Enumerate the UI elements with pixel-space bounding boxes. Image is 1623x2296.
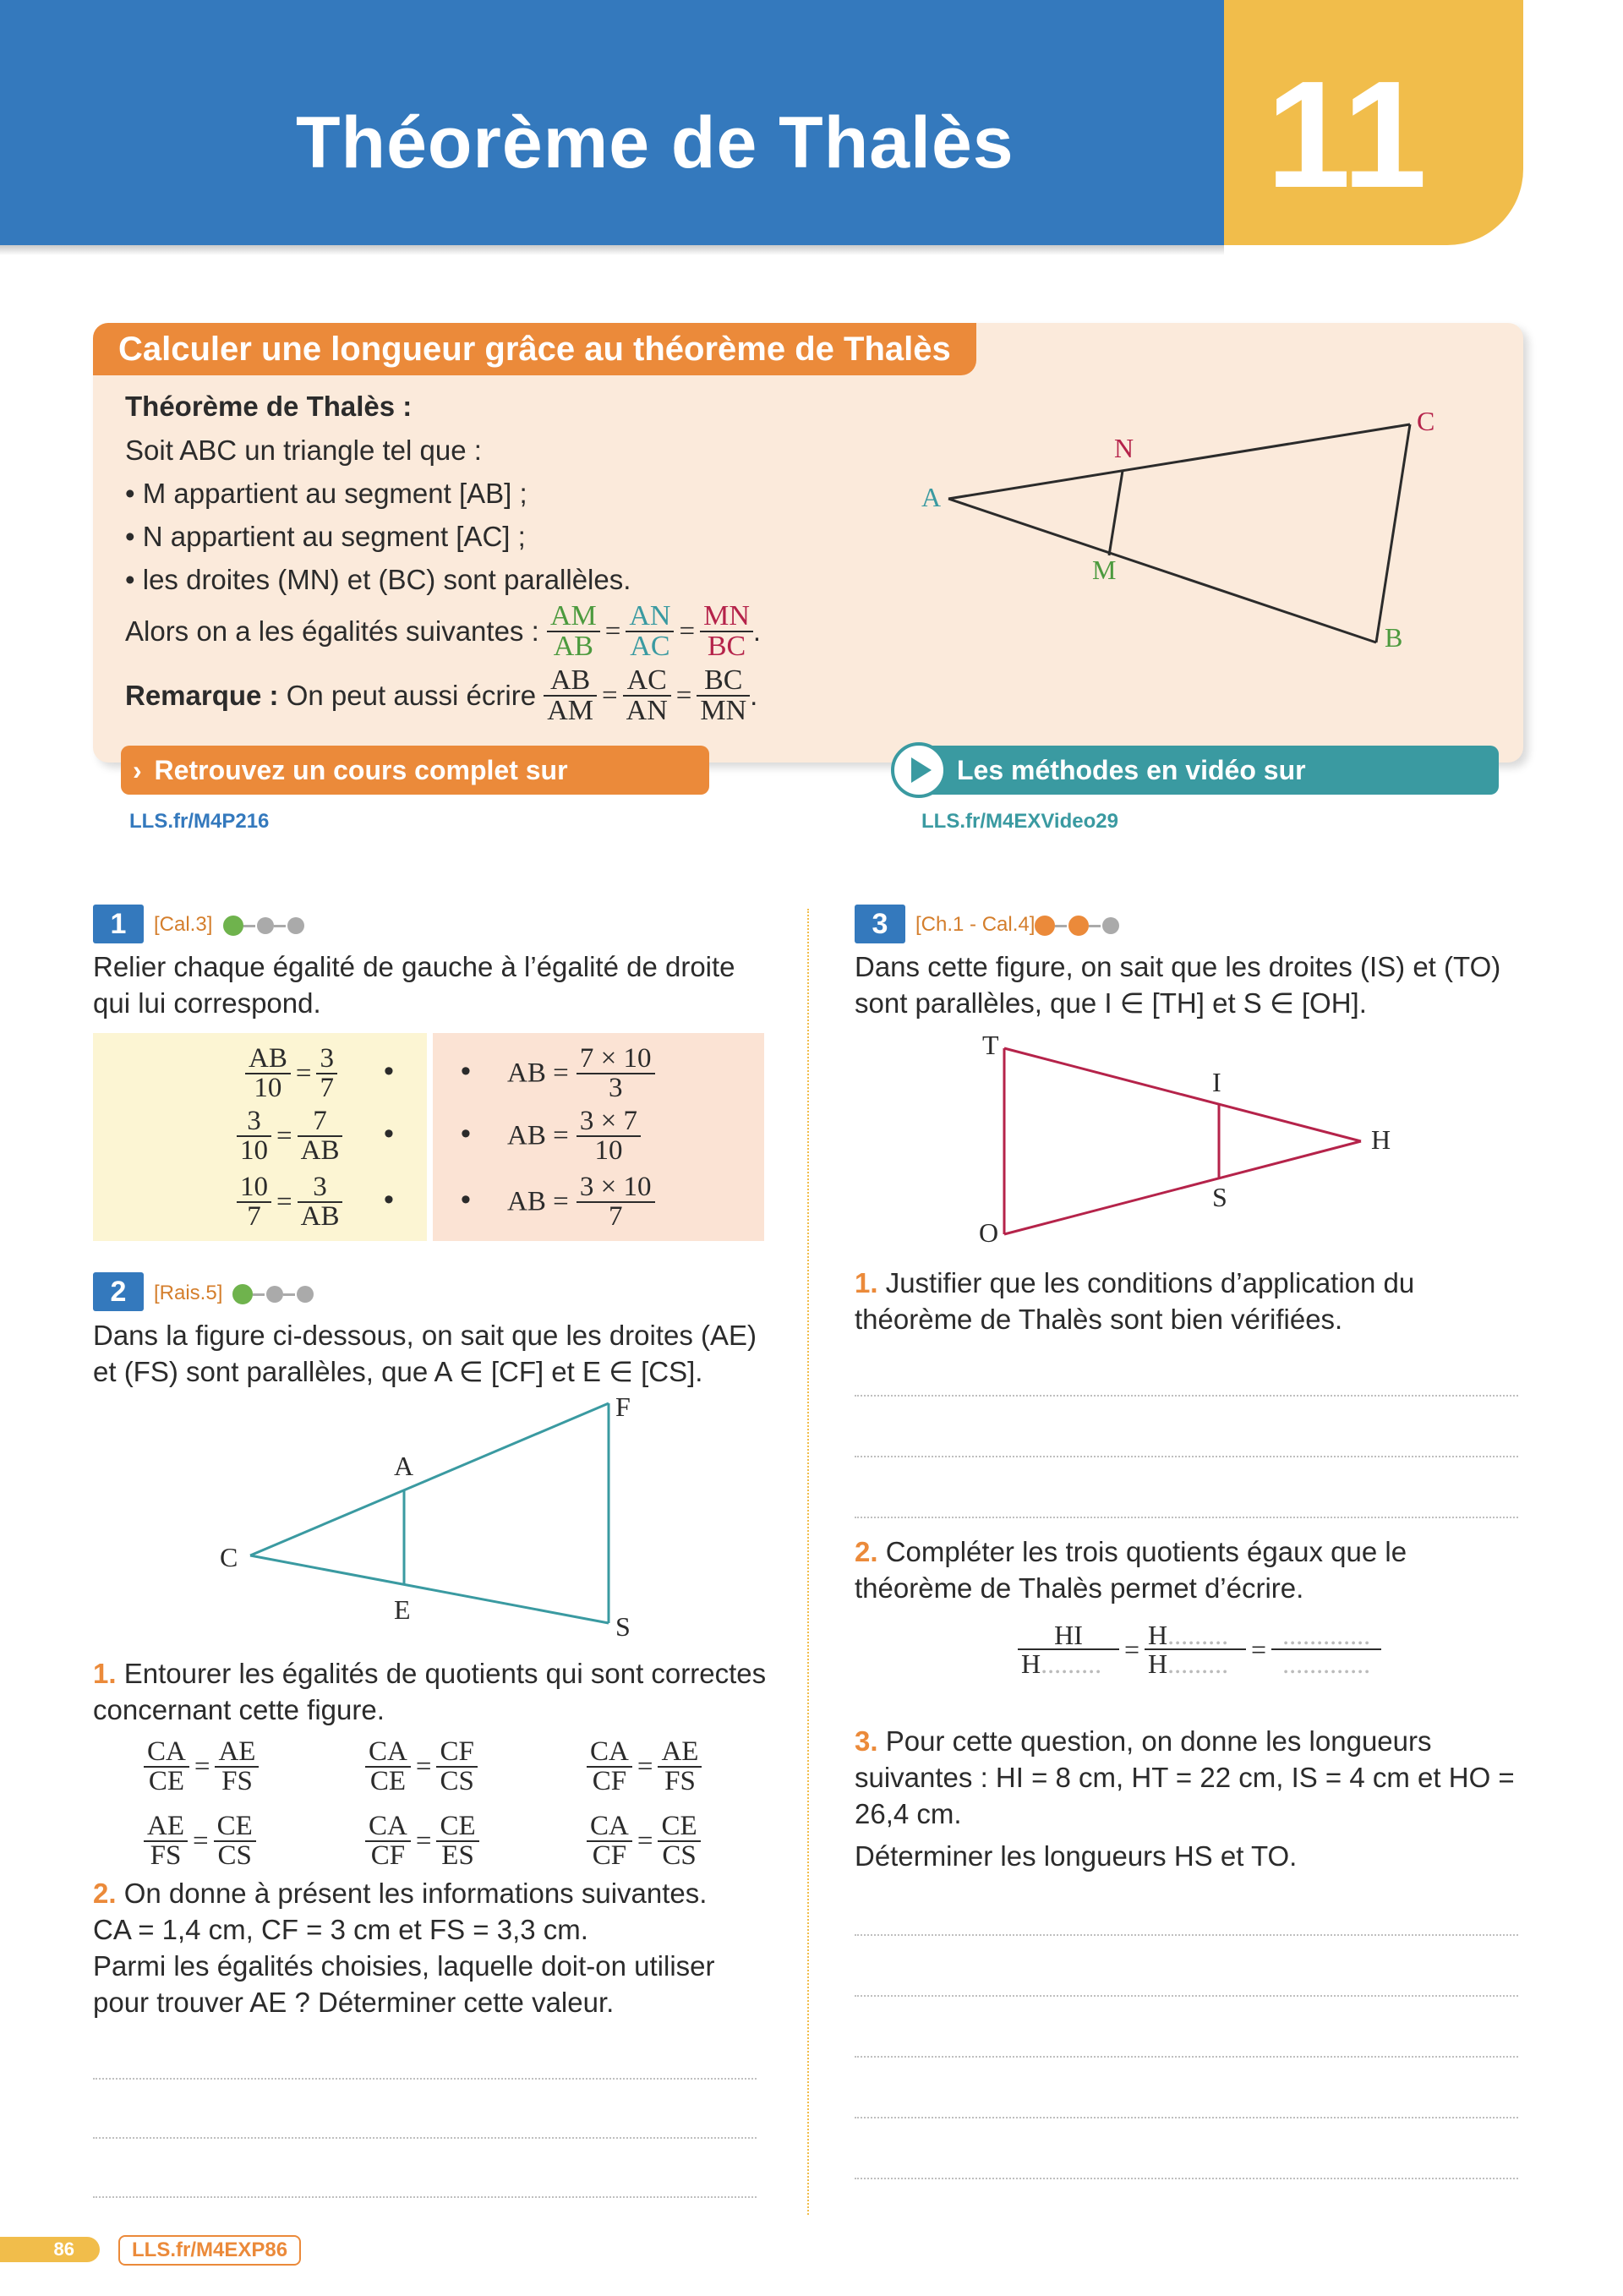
right-equality-3[interactable]: AB = $\frac{3 \times 10}{7}$	[507, 1173, 655, 1231]
exercise-3-skill: [Ch.1 - Cal.4]	[915, 913, 1036, 936]
bullet-text: M appartient au segment [AB] ;	[142, 478, 527, 509]
exercise-3-q3	[855, 1723, 1531, 1832]
answer-line[interactable]	[855, 2178, 1518, 2179]
remark-text: On peut aussi écrire	[286, 680, 537, 711]
label-f: F	[615, 1391, 631, 1422]
page-number: 86	[53, 2239, 74, 2260]
link-dot[interactable]: •	[384, 1184, 394, 1216]
video-link-code[interactable]: LLS.fr/M4EXVideo29	[913, 805, 1127, 839]
page-title: Théorème de Thalès	[296, 102, 1014, 183]
blank-fraction-3[interactable]: $\frac{.............}{.............}$	[1271, 1621, 1381, 1677]
exercise-2-number: 2	[93, 1272, 144, 1311]
label-s: S	[615, 1611, 631, 1642]
label-s: S	[1212, 1182, 1227, 1212]
exercise-2-q2	[93, 1875, 769, 2020]
exercise-2-triangle-figure	[237, 1386, 642, 1632]
label-a: A	[394, 1451, 414, 1481]
theorem-bullet: • M appartient au segment [AB] ;	[125, 478, 527, 509]
question-text: Entourer les égalités de quotients qui sont correctes concernant cette figure.	[93, 1658, 767, 1725]
theorem-bullet: • N appartient au segment [AC] ;	[125, 521, 526, 552]
difficulty-dots	[231, 1284, 314, 1304]
label-a: A	[921, 482, 942, 512]
link-dot[interactable]: •	[461, 1118, 471, 1150]
exercise-3-q1	[855, 1265, 1531, 1337]
chapter-number: 11	[1265, 50, 1428, 220]
theorem-title: Théorème de Thalès :	[125, 391, 413, 422]
question-text: Pour cette question, on donne les longueurs suivantes : HI = 8 cm, HT = 22 cm, IS = 4 cm et HO = 26,4 cm.	[855, 1725, 1515, 1829]
label-c: C	[1417, 406, 1435, 436]
exercise-3-q3-ask: Déterminer les longueurs HS et TO.	[855, 1840, 1298, 1872]
fraction-ab-am: $\frac{AB}{AM}$	[544, 666, 597, 725]
method-tag: Calculer une longueur grâce au théorème de Thalès	[93, 323, 976, 375]
fraction-an-ac: $\frac{AN}{AC}$	[626, 602, 674, 661]
left-equality-1[interactable]: $\frac{AB}{10}$ = $\frac{3}{7}$	[245, 1045, 337, 1102]
segment-cf	[250, 1403, 609, 1555]
course-link-code[interactable]: LLS.fr/M4P216	[121, 805, 277, 839]
question-data: CA = 1,4 cm, CF = 3 cm et FS = 3,3 cm.	[93, 1914, 588, 1945]
bullet-text: N appartient au segment [AC] ;	[142, 521, 526, 552]
quotient-option[interactable]: $\frac{AE}{FS}$ = $\frac{CE}{CS}$	[144, 1812, 256, 1870]
answer-line[interactable]	[855, 1456, 1518, 1457]
quotient-option[interactable]: $\frac{CA}{CF}$ = $\frac{CE}{ES}$	[365, 1812, 479, 1870]
quotient-option[interactable]: $\frac{CA}{CF}$ = $\frac{AE}{FS}$	[587, 1738, 702, 1796]
blank-fraction-1[interactable]: $\frac{HI}{H.........}$	[1018, 1621, 1119, 1677]
conclusion-text: Alors on a les égalités suivantes :	[125, 615, 539, 647]
chevron-right-icon: ›	[133, 755, 142, 785]
quotient-option[interactable]: $\frac{CA}{CE}$ = $\frac{CF}{CS}$	[365, 1738, 478, 1796]
answer-line[interactable]	[93, 2078, 757, 2080]
exercise-2-intro: Dans la figure ci-dessous, on sait que les droites (AE) et (FS) sont parallèles, que A ∈ [CF] et E ∈ [CS].	[93, 1320, 757, 1387]
label-n: N	[1114, 433, 1134, 463]
quotient-option[interactable]: $\frac{CA}{CF}$ = $\frac{CE}{CS}$	[587, 1812, 701, 1870]
video-link-text: Les méthodes en vidéo sur	[957, 755, 1306, 785]
header-shadow	[0, 245, 1224, 255]
blank-fraction-2[interactable]: $\frac{H.........}{H.........}$	[1145, 1621, 1246, 1677]
exercise-2-q1	[93, 1655, 769, 1728]
remark-label: Remarque :	[125, 680, 279, 711]
fraction-mn-bc: $\frac{MN}{BC}$	[700, 602, 753, 661]
link-dot[interactable]: •	[461, 1184, 471, 1216]
answer-line[interactable]	[855, 1934, 1518, 1936]
video-link-pill[interactable]: Les méthodes en vidéo sur LLS.fr/M4EXVideo29 .	[913, 746, 1499, 795]
right-equality-1[interactable]: AB = $\frac{7 \times 10}{3}$	[507, 1045, 655, 1102]
answer-line[interactable]	[93, 2137, 757, 2139]
theorem-bullet: • les droites (MN) et (BC) sont parallèles.	[125, 564, 631, 595]
label-o: O	[979, 1217, 999, 1248]
exercise-3-q2	[855, 1533, 1531, 1606]
label-t: T	[982, 1030, 999, 1060]
segment-th	[1004, 1048, 1361, 1141]
quotient-blank-form: $\frac{HI}{H.........}$ = $\frac{H.........}{H.........}$ = $\frac{.............}{.............}$	[1018, 1621, 1381, 1677]
exercise-1-instruction: Relier chaque égalité de gauche à l’égalité de droite qui lui correspond.	[93, 951, 735, 1019]
label-i: I	[1212, 1067, 1221, 1097]
label-m: M	[1092, 555, 1117, 585]
question-number: 1.	[855, 1267, 878, 1298]
segment-ab	[948, 499, 1376, 642]
theorem-conclusion: Alors on a les égalités suivantes : $\frac{AM}{AB}$ = $\frac{AN}{AC}$ = $\frac{MN}{BC}$ .	[125, 600, 762, 662]
answer-line[interactable]	[855, 2056, 1518, 2058]
answer-line[interactable]	[855, 1995, 1518, 1997]
exercise-3-intro: Dans cette figure, on sait que les droites (IS) et (TO) sont parallèles, que I ∈ [TH] et S ∈ [OH].	[855, 951, 1501, 1019]
right-equality-2[interactable]: AB = $\frac{3 \times 7}{10}$	[507, 1107, 641, 1165]
question-text: Justifier que les conditions d’application du théorème de Thalès sont bien vérifiées.	[855, 1267, 1415, 1335]
answer-line[interactable]	[855, 1395, 1518, 1397]
question-text: On donne à présent les informations suivantes.	[123, 1878, 708, 1909]
bullet-text: les droites (MN) et (BC) sont parallèles.	[142, 564, 631, 595]
exercise-3-number: 3	[855, 905, 905, 943]
label-h: H	[1371, 1124, 1391, 1155]
exercise-1-skill: [Cal.3]	[154, 913, 213, 936]
question-number: 2.	[855, 1536, 878, 1567]
segment-oh	[1004, 1141, 1361, 1234]
course-link-text: Retrouvez un cours complet sur	[154, 755, 568, 785]
question-text: Parmi les égalités choisies, laquelle doit-on utiliser pour trouver AE ? Déterminer cette valeur.	[93, 1950, 715, 2018]
theorem-remark: Remarque : On peut aussi écrire $\frac{AB}{AM}$ = $\frac{AC}{AN}$ = $\frac{BC}{MN}$ .	[125, 664, 758, 726]
label-e: E	[394, 1594, 411, 1625]
link-dot[interactable]: •	[384, 1118, 394, 1150]
question-number: 2.	[93, 1878, 117, 1909]
exercise-3-triangle-figure	[989, 1031, 1378, 1251]
fraction-ac-an: $\frac{AC}{AN}$	[623, 666, 671, 725]
fraction-am-ab: $\frac{AM}{AB}$	[547, 602, 600, 661]
quotient-option[interactable]: $\frac{CA}{CE}$ = $\frac{AE}{FS}$	[144, 1738, 259, 1796]
segment-bc	[1376, 424, 1410, 642]
label-b: B	[1385, 622, 1403, 653]
segment-ac	[948, 424, 1410, 499]
fraction-bc-mn: $\frac{BC}{MN}$	[697, 666, 750, 725]
left-equality-2[interactable]: $\frac{3}{10}$ = $\frac{7}{AB}$	[237, 1107, 342, 1165]
question-text: Compléter les trois quotients égaux que le théorème de Thalès permet d’écrire.	[855, 1536, 1407, 1604]
course-link-pill[interactable]: › Retrouvez un cours complet sur LLS.fr/M4P216 .	[121, 746, 709, 795]
exercise-2-skill: [Rais.5]	[154, 1282, 223, 1304]
difficulty-dots	[221, 916, 304, 936]
segment-mn	[1109, 471, 1123, 555]
link-dot[interactable]: •	[461, 1055, 471, 1087]
theorem-intro: Soit ABC un triangle tel que :	[125, 435, 482, 466]
play-icon[interactable]	[889, 741, 948, 800]
question-number: 1.	[93, 1658, 117, 1689]
difficulty-dots	[1033, 916, 1119, 936]
page-number-tab	[0, 2237, 100, 2262]
exercise-1-number: 1	[93, 905, 144, 943]
question-number: 3.	[855, 1725, 878, 1757]
column-divider	[807, 909, 809, 2215]
label-c: C	[220, 1542, 238, 1572]
answer-line[interactable]	[93, 2196, 757, 2198]
answer-line[interactable]	[855, 1517, 1518, 1518]
answer-line[interactable]	[855, 2117, 1518, 2118]
segment-cs	[250, 1555, 609, 1623]
link-dot[interactable]: •	[384, 1055, 394, 1087]
footer-link-code[interactable]: LLS.fr/M4EXP86	[118, 2235, 301, 2266]
left-equality-3[interactable]: $\frac{10}{7}$ = $\frac{3}{AB}$	[237, 1173, 342, 1231]
